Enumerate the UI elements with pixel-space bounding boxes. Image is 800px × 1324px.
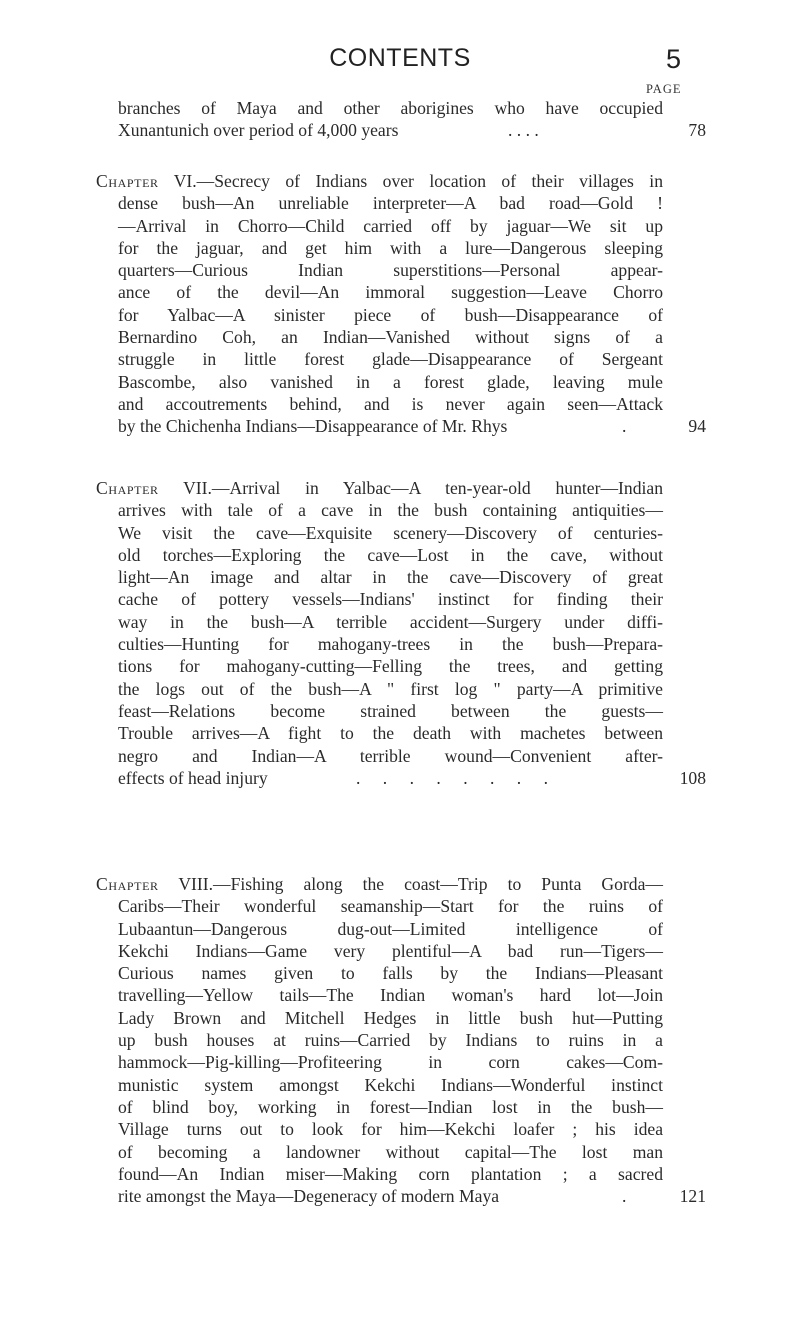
entry-line: of becoming a landowner without capital—The lost man xyxy=(118,1141,663,1162)
entry-line: branches of Maya and other aborigines who have occupied xyxy=(118,98,663,118)
entry-page-number: 108 xyxy=(679,767,706,788)
contents-entry-chapter-vi xyxy=(96,170,706,438)
chapter-word: Chapter xyxy=(96,874,159,894)
running-title: CONTENTS xyxy=(329,44,471,72)
entry-line: old torches—Exploring the cave—Lost in the cave, without xyxy=(118,544,663,565)
entry-line: arrives with tale of a cave in the bush containing antiquities— xyxy=(118,500,663,521)
entry-line: Kekchi Indians—Game very plentiful—A bad run—Tigers— xyxy=(118,940,663,961)
entry-line: negro and Indian—A terrible wound—Convenient after- xyxy=(118,745,663,766)
dot-leader: . . . . xyxy=(508,120,539,141)
dot-leader: . xyxy=(622,1186,627,1207)
entry-line: up bush houses at ruins—Carried by Indians to ruins in a xyxy=(118,1030,663,1051)
entry-line: Lady Brown and Mitchell Hedges in little bush hut—Putting xyxy=(118,1007,663,1028)
running-head xyxy=(0,44,800,84)
entry-line-last: rite amongst the Maya—Degeneracy of modern Maya . 121 xyxy=(118,1186,706,1207)
chapter-word: Chapter xyxy=(96,478,159,498)
entry-line: We visit the cave—Exquisite scenery—Discovery of centuries- xyxy=(118,522,663,543)
entry-line: —Arrival in Chorro—Child carried off by jaguar—We sit up xyxy=(118,215,663,236)
page-column-label: PAGE xyxy=(646,82,682,96)
dot-leader: . xyxy=(622,416,627,437)
entry-page-number: 78 xyxy=(688,120,706,141)
entry-page-number: 121 xyxy=(679,1186,706,1207)
entry-line: munistic system amongst Kekchi Indians—Wonderful instinct xyxy=(118,1074,663,1095)
entry-page-number: 94 xyxy=(688,416,706,437)
entry-line: cache of pottery vessels—Indians' instinct for finding their xyxy=(118,589,663,610)
entry-line: Trouble arrives—A fight to the death with machetes between xyxy=(118,723,663,744)
entry-line: of blind boy, working in forest—Indian lost in the bush— xyxy=(118,1096,663,1117)
entry-line-first: Chapter VII.—Arrival in Yalbac—A ten-year-old hunter—Indian xyxy=(96,478,663,498)
entry-line: Bernardino Coh, an Indian—Vanished without signs of a xyxy=(118,327,663,348)
entry-line: Caribs—Their wonderful seamanship—Start for the ruins of xyxy=(118,896,663,917)
entry-line: light—An image and altar in the cave—Discovery of great xyxy=(118,567,663,588)
chapter-word: Chapter xyxy=(96,171,159,191)
entry-line: travelling—Yellow tails—The Indian woman's hard lot—Join xyxy=(118,985,663,1006)
entry-line: for the jaguar, and get him with a lure—Dangerous sleeping xyxy=(118,237,663,258)
entry-line: Curious names given to falls by the Indians—Pleasant xyxy=(118,963,663,984)
contents-entry-continuation xyxy=(96,97,706,142)
entry-line: culties—Hunting for mahogany-trees in the bush—Prepara- xyxy=(118,634,663,655)
entry-line-last: Xunantunich over period of 4,000 years . . . . 78 xyxy=(118,120,706,141)
entry-line: struggle in little forest glade—Disappearance of Sergeant xyxy=(118,349,663,370)
entry-line: tions for mahogany-cutting—Felling the trees, and getting xyxy=(118,656,663,677)
entry-line: found—An Indian miser—Making corn plantation ; a sacred xyxy=(118,1163,663,1184)
entry-line-last: by the Chichenha Indians—Disappearance of Mr. Rhys . 94 xyxy=(118,416,706,437)
page-number: 5 xyxy=(666,44,682,74)
entry-line: the logs out of the bush—A " first log " party—A primitive xyxy=(118,678,663,699)
entry-line: Lubaantun—Dangerous dug-out—Limited intelligence of xyxy=(118,918,663,939)
contents-entry-chapter-vii xyxy=(96,477,706,789)
dot-leader: . . . . . . . . xyxy=(356,767,557,788)
entry-line: dense bush—An unreliable interpreter—A bad road—Gold ! xyxy=(118,193,663,214)
entry-line: way in the bush—A terrible accident—Surgery under diffi- xyxy=(118,611,663,632)
entry-line: ance of the devil—An immoral suggestion—Leave Chorro xyxy=(118,282,663,303)
entry-line: for Yalbac—A sinister piece of bush—Disappearance of xyxy=(118,304,663,325)
entry-line: hammock—Pig-killing—Profiteering in corn cakes—Com- xyxy=(118,1052,663,1073)
entry-line-first: Chapter VIII.—Fishing along the coast—Trip to Punta Gorda— xyxy=(96,874,663,894)
entry-line-last: effects of head injury . . . . . . . . 108 xyxy=(118,767,706,788)
entry-line: Bascombe, also vanished in a forest glade, leaving mule xyxy=(118,371,663,392)
entry-line: and accoutrements behind, and is never again seen—Attack xyxy=(118,393,663,414)
contents-entry-chapter-viii xyxy=(96,873,706,1207)
entry-line-first: Chapter VI.—Secrecy of Indians over location of their villages in xyxy=(96,171,663,191)
entry-line: Village turns out to look for him—Kekchi loafer ; his idea xyxy=(118,1119,663,1140)
entry-line: feast—Relations become strained between the guests— xyxy=(118,700,663,721)
entry-line: quarters—Curious Indian superstitions—Personal appear- xyxy=(118,260,663,281)
